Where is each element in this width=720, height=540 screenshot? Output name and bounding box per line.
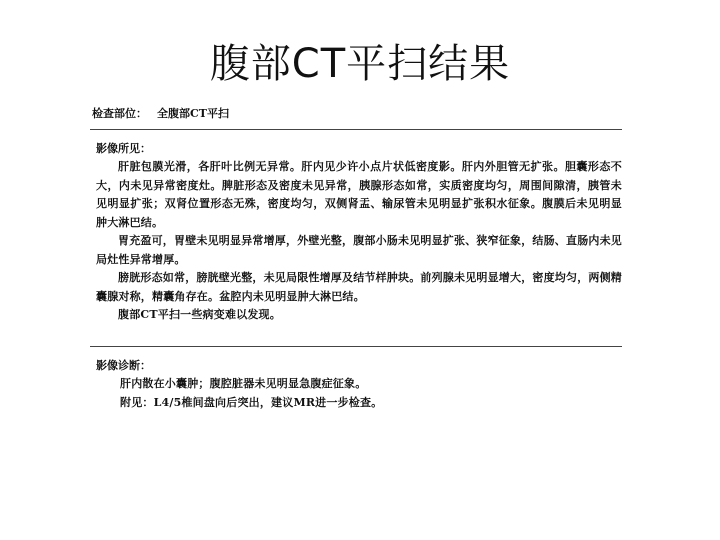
findings-paragraph: 膀胱形态如常，膀胱壁光整，未见局限性增厚及结节样肿块。前列腺未见明显增大，密度均匀，两侧精囊腺对称，精囊角存在。盆腔内未见明显肿大淋巴结。 [96,271,622,303]
divider-top [90,129,622,130]
diagnosis-label: 影像诊断： [96,359,151,372]
exam-site-value: 全腹部CT平扫 [157,107,229,120]
diagnosis-section [90,357,622,412]
exam-site-label: 检查部位： [92,107,147,120]
findings-section [90,140,622,346]
exam-site-line [90,104,622,126]
page-title: 腹部CT平扫结果 [209,41,511,87]
diagnosis-paragraph: 肝内散在小囊肿；腹腔脏器未见明显急腹症征象。 [120,377,367,390]
findings-paragraph: 腹部CT平扫一些病变难以发现。 [118,308,281,321]
ct-report [90,104,622,412]
diagnosis-paragraph: 附见：L4/5椎间盘向后突出，建议MR进一步检查。 [120,395,383,409]
findings-paragraph: 胃充盈可，胃壁未见明显异常增厚，外壁光整，腹部小肠未见明显扩张、狭窄征象，结肠、直肠内未见局灶性异常增厚。 [96,234,622,266]
findings-label: 影像所见： [96,142,151,155]
divider-middle [90,346,622,347]
findings-paragraph: 肝脏包膜光滑，各肝叶比例无异常。肝内见少许小点片状低密度影。肝内外胆管无扩张。胆囊形态不大，内未见异常密度灶。脾脏形态及密度未见异常，胰腺形态如常，实质密度均匀，周围间隙清，胰管未见明显扩张；双肾位置形态无殊，密度均匀，双侧肾盂、输尿管未见明显扩张积水征象。腹膜后未见明显肿大淋巴结。 [96,160,622,229]
